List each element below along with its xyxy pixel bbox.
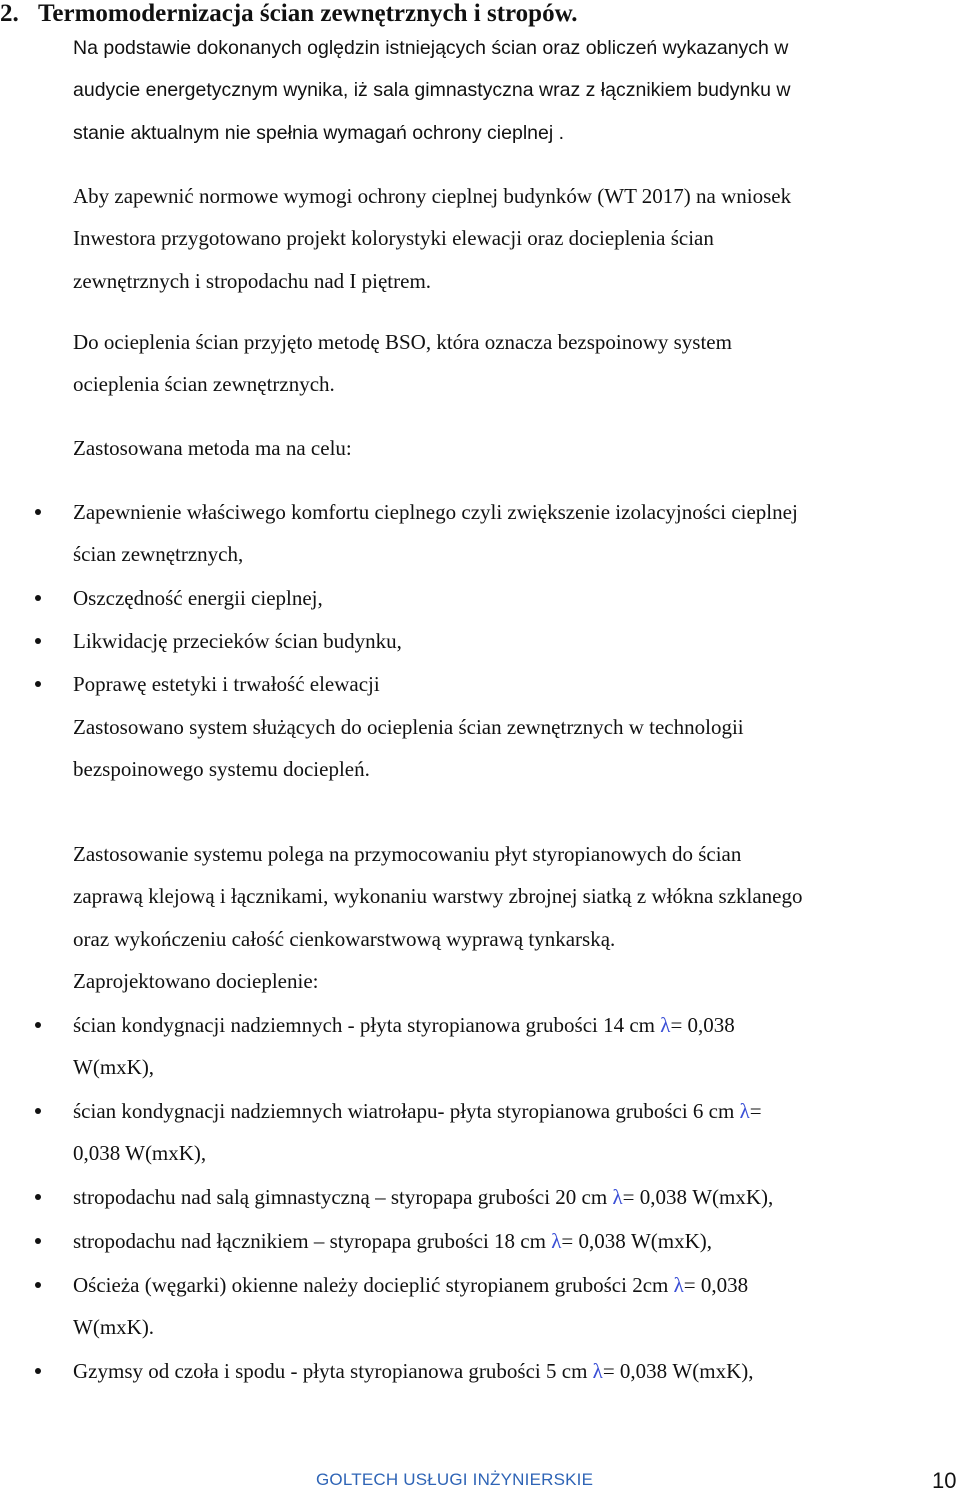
paragraph-line: bezspoinowego systemu dociepleń. — [73, 757, 370, 782]
lambda-symbol: λ — [660, 1013, 671, 1037]
list-item — [73, 491, 953, 576]
insulation-item — [73, 1090, 953, 1175]
page-number: 10 — [932, 1468, 957, 1493]
paragraph-line: oraz wykończeniu całość cienkowarstwową wyprawą tynkarską. — [73, 926, 616, 951]
paragraph-line: Zastosowano system służących do ocieplenia ścian zewnętrznych w technologii — [73, 715, 744, 739]
list-item: Oszczędność energii cieplnej, — [73, 586, 323, 610]
list-item-line: Zapewnienie właściwego komfortu cieplnego czyli zwiększenie izolacyjności cieplnej — [73, 500, 798, 524]
section-title: Termomodernizacja ścian zewnętrznych i stropów. — [38, 0, 578, 27]
bullet-icon — [35, 595, 41, 601]
lambda-symbol: λ — [551, 1229, 562, 1253]
item-line: W(mxK). — [73, 1315, 155, 1340]
lambda-symbol: λ — [612, 1185, 623, 1209]
item-line: ścian kondygnacji nadziemnych - płyta styropianowa grubości 14 cm λ= 0,038 — [73, 1013, 735, 1037]
insulation-item — [73, 1350, 953, 1392]
method-intro: Zastosowana metoda ma na celu: — [73, 436, 352, 460]
bullet-icon — [35, 1194, 41, 1200]
item-line: W(mxK), — [73, 1055, 155, 1080]
wt2017-paragraph — [73, 175, 953, 302]
intro-paragraph — [73, 27, 953, 154]
intro-line: stanie aktualnym nie spełnia wymagań ochrony cieplnej . — [73, 121, 565, 144]
section-number: 2. — [0, 0, 19, 27]
item-line: stropodachu nad łącznikiem – styropapa grubości 18 cm λ= 0,038 W(mxK), — [73, 1229, 713, 1253]
lambda-symbol: λ — [673, 1273, 684, 1297]
bullet-icon — [35, 1368, 41, 1374]
bullet-icon — [35, 638, 41, 644]
insulation-item — [73, 1176, 953, 1218]
paragraph-line: Zastosowanie systemu polega na przymocowaniu płyt styropianowych do ścian — [73, 842, 742, 866]
item-line: stropodachu nad salą gimnastyczną – styropapa grubości 20 cm λ= 0,038 W(mxK), — [73, 1185, 774, 1209]
insulation-item — [73, 1264, 953, 1349]
intro-line: audycie energetycznym wynika, iż sala gimnastyczna wraz z łącznikiem budynku w — [73, 79, 791, 102]
lambda-symbol: λ — [739, 1099, 750, 1123]
footer-company-name: GOLTECH USŁUGI INŻYNIERSKIE — [316, 1470, 594, 1489]
section-heading — [0, 0, 960, 28]
bullet-icon — [35, 1022, 41, 1028]
paragraph-line: zewnętrznych i stropodachu nad I piętrem. — [73, 268, 432, 293]
bullet-icon — [35, 681, 41, 687]
paragraph-line: Aby zapewnić normowe wymogi ochrony cieplnej budynków (WT 2017) na wniosek — [73, 184, 792, 208]
item-line: Gzymsy od czoła i spodu - płyta styropianowa grubości 5 cm λ= 0,038 W(mxK), — [73, 1359, 754, 1383]
paragraph-line: Do ocieplenia ścian przyjęto metodę BSO, która oznacza bezspoinowy system — [73, 330, 732, 354]
intro-line: Na podstawie dokonanych oględzin istniejących ścian oraz obliczeń wykazanych w — [73, 37, 789, 59]
paragraph-line: ocieplenia ścian zewnętrznych. — [73, 372, 335, 397]
list-item-line: ścian zewnętrznych, — [73, 542, 244, 567]
bullet-icon — [35, 1108, 41, 1114]
paragraph-line: Inwestora przygotowano projekt kolorystyki elewacji oraz docieplenia ścian — [73, 226, 714, 251]
system-paragraph — [73, 706, 953, 791]
list-item: Likwidację przecieków ścian budynku, — [73, 629, 402, 653]
paragraph-line: zaprawą klejową i łącznikami, wykonaniu warstwy zbrojnej siatką z włókna szklanego — [73, 884, 803, 909]
design-intro: Zaprojektowano docieplenie: — [73, 969, 319, 993]
item-line: Ościeża (węgarki) okienne należy docieplić styropianem grubości 2cm λ= 0,038 — [73, 1273, 749, 1297]
insulation-item — [73, 1220, 953, 1262]
bullet-icon — [35, 1282, 41, 1288]
lambda-symbol: λ — [592, 1359, 603, 1383]
item-line: 0,038 W(mxK), — [73, 1141, 207, 1166]
bso-paragraph — [73, 321, 953, 406]
list-item: Poprawę estetyki i trwałość elewacji — [73, 672, 380, 696]
item-line: ścian kondygnacji nadziemnych wiatrołapu- płyta styropianowa grubości 6 cm λ= — [73, 1099, 762, 1123]
bullet-icon — [35, 1238, 41, 1244]
application-paragraph — [73, 833, 953, 960]
insulation-item — [73, 1004, 953, 1089]
bullet-icon — [35, 509, 41, 515]
